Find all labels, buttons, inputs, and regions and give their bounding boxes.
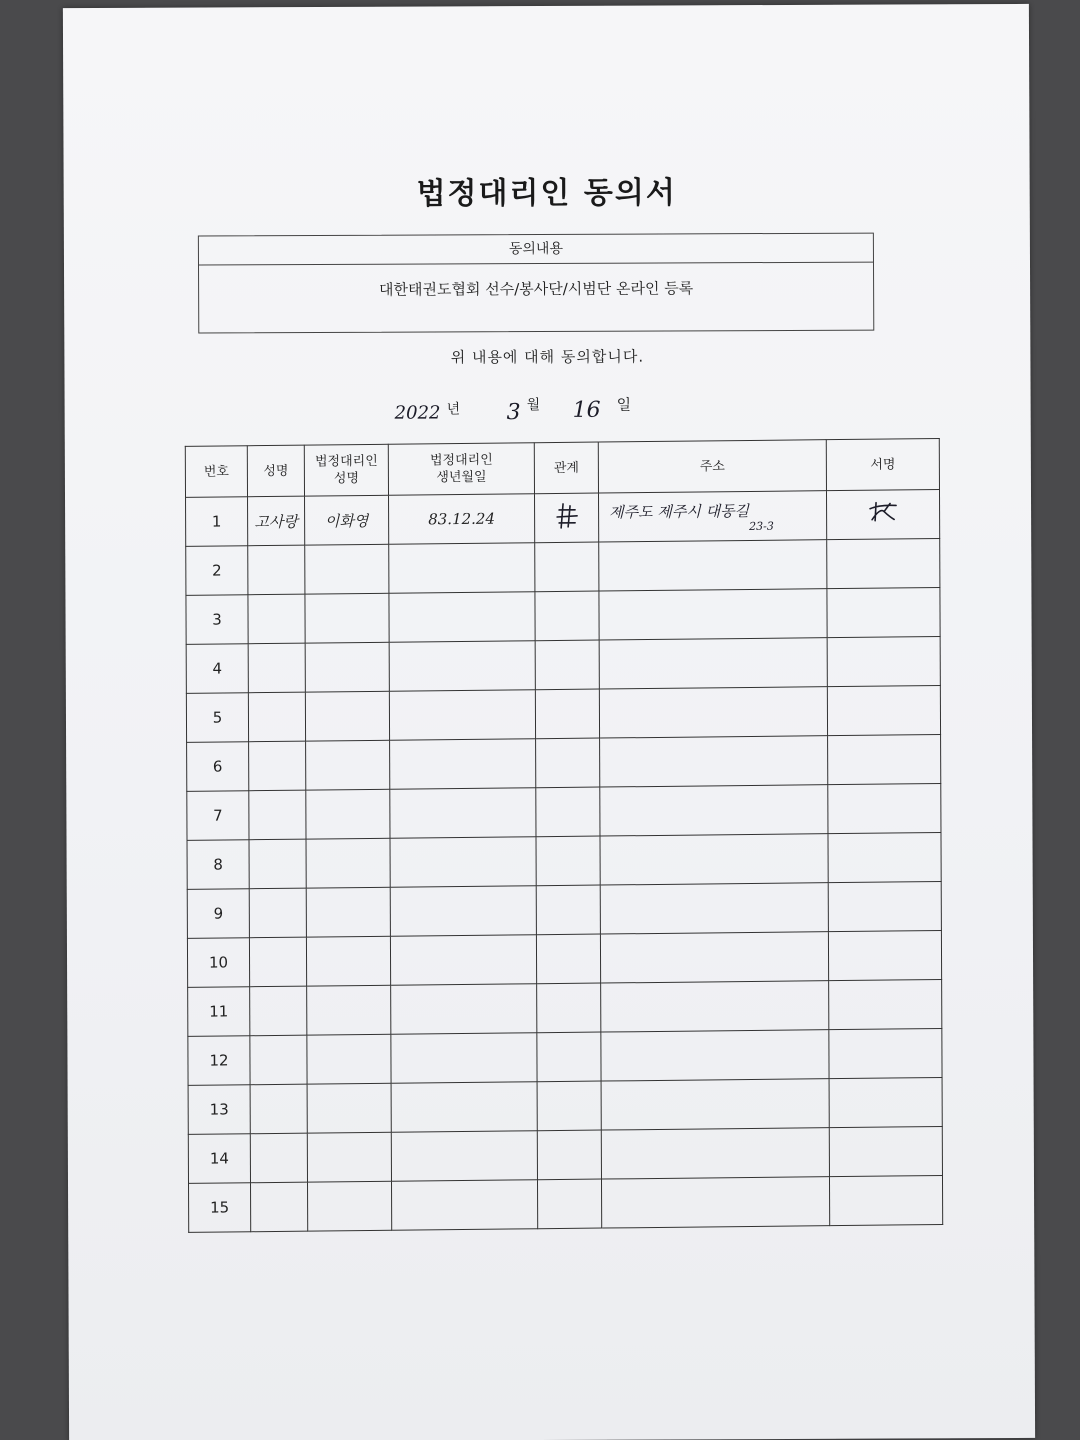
cell-guardian-birth: [390, 935, 536, 986]
cell-guardian-birth: [391, 1131, 537, 1182]
cell-address: [601, 1128, 829, 1179]
cell-guardian-name: [305, 691, 389, 741]
cell-guardian-name: [308, 1181, 392, 1231]
cell-signature: [828, 881, 941, 931]
cell-no: 10: [187, 938, 249, 988]
cell-address: [600, 932, 828, 983]
cell-address: [599, 589, 827, 640]
cell-relation: [535, 591, 599, 641]
cell-guardian-birth: [389, 543, 535, 594]
cell-address: [600, 785, 828, 836]
table-row: [187, 930, 941, 987]
cell-relation: [537, 1179, 601, 1229]
handwritten-signature-icon: [866, 499, 900, 525]
cell-address: [601, 1177, 829, 1228]
cell-guardian-birth: [390, 837, 536, 888]
cell-no: 3: [186, 595, 248, 645]
cell-name: 고사랑: [248, 496, 305, 546]
cell-guardian-birth: [391, 1082, 537, 1133]
cell-name: [250, 1084, 307, 1134]
header-name: 성명: [247, 445, 304, 497]
header-signature: 서명: [826, 438, 939, 490]
cell-address: [599, 687, 827, 738]
cell-name: [250, 1133, 307, 1183]
cell-guardian-name: 이화영: [305, 495, 389, 545]
cell-relation: [537, 1130, 601, 1180]
date-year: 2022: [394, 402, 441, 424]
cell-relation: [535, 689, 599, 739]
cell-address: [600, 736, 828, 787]
cell-guardian-name: [306, 936, 390, 986]
table-row: [187, 881, 941, 938]
table-row: [189, 1175, 943, 1232]
cell-no: 1: [186, 497, 248, 547]
cell-signature: [828, 930, 941, 980]
cell-address: [598, 491, 826, 542]
table-row: [188, 1126, 942, 1183]
cell-address: [601, 981, 829, 1032]
header-no: 번호: [185, 446, 247, 498]
cell-guardian-name: [305, 593, 389, 643]
header-guardian-birth: [388, 443, 534, 496]
cell-name: [249, 741, 306, 791]
cell-relation: [537, 1081, 601, 1131]
cell-name: [248, 643, 305, 693]
header-relation: 관계: [534, 442, 598, 494]
cell-no: 8: [187, 840, 249, 890]
cell-name: [249, 790, 306, 840]
cell-name: [250, 986, 307, 1036]
cell-signature: [827, 587, 940, 637]
cell-guardian-name: [306, 838, 390, 888]
table-row: [188, 1028, 942, 1085]
cell-name: [250, 1035, 307, 1085]
date-year-unit: 년: [446, 401, 461, 418]
date-day: 16: [572, 397, 601, 423]
cell-guardian-name: [307, 1132, 391, 1182]
cell-guardian-birth: [389, 592, 535, 643]
cell-guardian-name: [305, 544, 389, 594]
table-row: [186, 489, 940, 546]
consent-header: 동의내용: [199, 234, 873, 266]
cell-name: [248, 692, 305, 742]
cell-name: [251, 1182, 308, 1232]
cell-guardian-name: [307, 1034, 391, 1084]
cell-signature: [829, 1077, 942, 1127]
consent-body: 대한태권도협회 선수/봉사단/시범단 온라인 등록: [378, 279, 694, 299]
table-row: [187, 734, 941, 791]
cell-no: 4: [186, 644, 248, 694]
cell-no: 15: [189, 1183, 251, 1233]
cell-guardian-birth: 83.12.24: [389, 494, 535, 545]
cell-guardian-name: [306, 789, 390, 839]
cell-name: [249, 839, 306, 889]
cell-signature: [828, 734, 941, 784]
table-row: [188, 979, 942, 1036]
cell-relation: [536, 934, 600, 984]
consent-box: [198, 233, 874, 334]
cell-no: 14: [188, 1134, 250, 1184]
cell-guardian-birth: [391, 984, 537, 1035]
cell-signature: [827, 636, 940, 686]
address-line2: 23-3: [749, 519, 774, 533]
cell-guardian-birth: [391, 1033, 537, 1084]
cell-no: 2: [186, 546, 248, 596]
cell-relation: [536, 738, 600, 788]
cell-guardian-birth: [390, 788, 536, 839]
table-row: [187, 832, 941, 889]
cell-address: [600, 834, 828, 885]
cell-address: [599, 638, 827, 689]
cell-no: 7: [187, 791, 249, 841]
cell-address: [599, 540, 827, 591]
table-row: [186, 587, 940, 644]
cell-guardian-birth: [389, 641, 535, 692]
table-header-row: [185, 438, 939, 497]
table-row: [186, 636, 940, 693]
cell-guardian-birth: [390, 739, 536, 790]
cell-guardian-name: [305, 642, 389, 692]
header-address: 주소: [598, 440, 826, 493]
handwritten-relation-mark-icon: [553, 501, 581, 531]
cell-signature: [827, 685, 940, 735]
cell-relation: [536, 885, 600, 935]
date-day-unit: 일: [616, 395, 632, 414]
cell-address: [601, 1079, 829, 1130]
date-line: [395, 393, 715, 434]
cell-signature: [826, 489, 939, 539]
header-guardian-name-line2: 성명: [333, 471, 360, 487]
cell-guardian-name: [307, 985, 391, 1035]
header-guardian-birth-line2: 생년월일: [436, 469, 487, 486]
cell-guardian-birth: [389, 690, 535, 741]
cell-relation: [536, 787, 600, 837]
cell-guardian-birth: [390, 886, 536, 937]
guardian-roster-table: [185, 438, 943, 1233]
cell-no: 11: [188, 987, 250, 1037]
cell-guardian-name: [306, 740, 390, 790]
address-line1: 제주도 제주시 대동길: [609, 501, 750, 522]
cell-guardian-name: [306, 887, 390, 937]
header-guardian-name: [304, 444, 388, 496]
cell-guardian-birth: [391, 1180, 537, 1231]
cell-relation: [535, 542, 599, 592]
cell-relation: [537, 1032, 601, 1082]
cell-no: 12: [188, 1036, 250, 1086]
cell-signature: [829, 1028, 942, 1078]
cell-signature: [827, 538, 940, 588]
cell-signature: [829, 979, 942, 1029]
cell-name: [249, 937, 306, 987]
cell-address: [600, 883, 828, 934]
cell-name: [248, 594, 305, 644]
cell-relation: [536, 836, 600, 886]
document-title: 법정대리인 동의서: [416, 175, 677, 212]
date-month-unit: 월: [526, 397, 541, 414]
cell-relation: [537, 983, 601, 1033]
cell-no: 6: [187, 742, 249, 792]
header-guardian-birth-line1: 법정대리인: [429, 452, 493, 469]
cell-signature: [829, 1175, 942, 1225]
cell-name: [249, 888, 306, 938]
cell-address: [601, 1030, 829, 1081]
cell-signature: [828, 783, 941, 833]
agree-statement: 위 내용에 대해 동의합니다.: [450, 347, 645, 367]
cell-relation: [534, 493, 598, 543]
header-guardian-name-line1: 법정대리인: [314, 453, 378, 470]
cell-no: 5: [186, 693, 248, 743]
cell-no: 9: [187, 889, 249, 939]
table-row: [186, 685, 940, 742]
date-month: 3: [506, 400, 521, 426]
table-row: [187, 783, 941, 840]
cell-no: 13: [188, 1085, 250, 1135]
cell-relation: [535, 640, 599, 690]
cell-signature: [829, 1126, 942, 1176]
cell-signature: [828, 832, 941, 882]
table-row: [188, 1077, 942, 1134]
document-paper: [63, 4, 1035, 1440]
cell-guardian-name: [307, 1083, 391, 1133]
cell-name: [248, 545, 305, 595]
table-row: [186, 538, 940, 595]
